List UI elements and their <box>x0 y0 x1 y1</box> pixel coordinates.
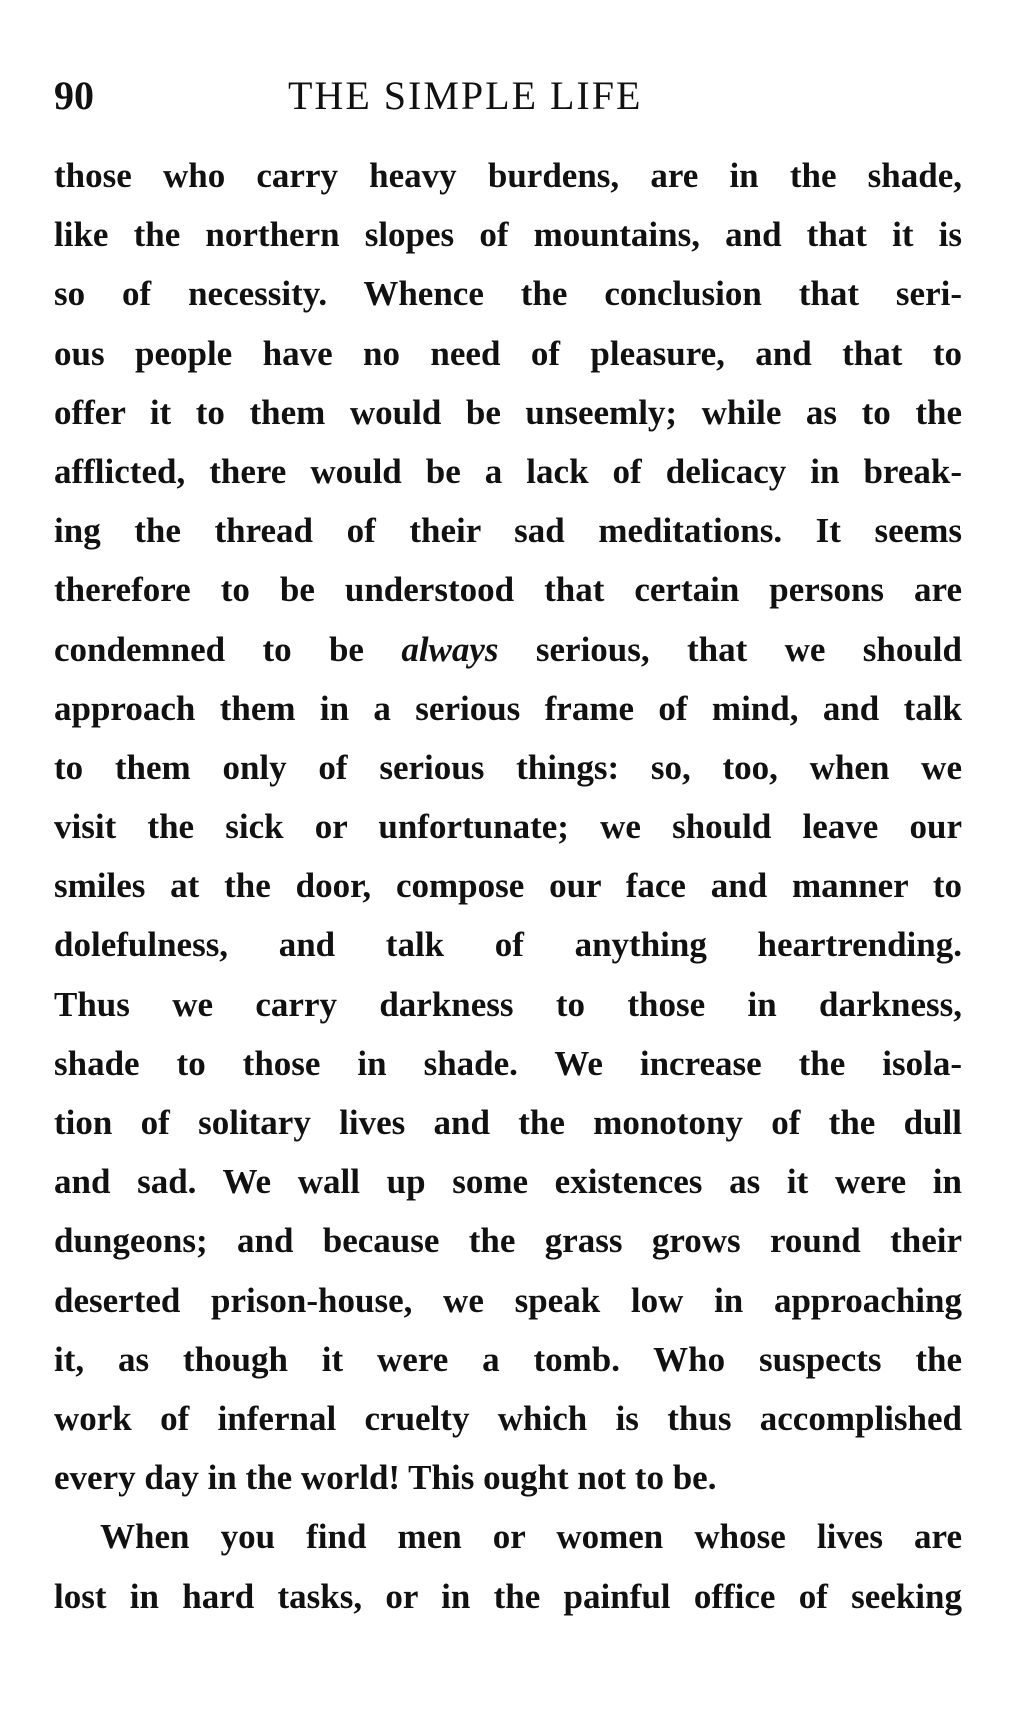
text-line: dolefulness, and talk of anything heartrending. <box>54 925 962 965</box>
text-line: offer it to them would be unseemly; while as to the <box>54 392 962 432</box>
text-line: deserted prison-house, we speak low in approaching <box>54 1280 962 1320</box>
text-line: like the northern slopes of mountains, and that it is <box>54 215 962 255</box>
text-line: dungeons; and because the grass grows round their <box>54 1221 962 1261</box>
text-line: smiles at the door, compose our face and manner to <box>54 866 962 906</box>
running-title: THE SIMPLE LIFE <box>288 73 643 118</box>
italic-word: always <box>401 629 499 669</box>
text-line: shade to those in shade. We increase the isola- <box>54 1043 962 1083</box>
text-line: to them only of serious things: so, too, when we <box>54 747 962 787</box>
text-line: work of infernal cruelty which is thus accomplished <box>54 1398 962 1438</box>
text-line: those who carry heavy burdens, are in the shade, <box>54 156 962 195</box>
text-line-with-italic <box>54 620 962 679</box>
body-text <box>54 146 962 1626</box>
text-segment: condemned to be <box>54 629 402 669</box>
page-number: 90 <box>54 73 94 118</box>
text-line: therefore to be understood that certain persons are <box>54 570 962 610</box>
text-line: tion of solitary lives and the monotony of the dull <box>54 1103 962 1142</box>
text-segment: serious, that we should <box>498 629 962 669</box>
running-head <box>54 72 962 132</box>
text-line: it, as though it were a tomb. Who suspects the <box>54 1339 962 1379</box>
text-line: visit the sick or unfortunate; we should leave our <box>54 807 962 847</box>
text-line: so of necessity. Whence the conclusion that seri- <box>54 274 962 314</box>
text-line: lost in hard tasks, or in the painful office of seeking <box>54 1576 962 1616</box>
text-line-paragraph-start: When you find men or women whose lives are <box>100 1517 962 1557</box>
text-line: ing the thread of their sad meditations. It seems <box>54 511 962 551</box>
text-line-paragraph-end: every day in the world! This ought not to be. <box>54 1458 717 1498</box>
text-line: Thus we carry darkness to those in darkness, <box>54 984 962 1024</box>
text-line: ous people have no need of pleasure, and that to <box>54 333 962 373</box>
text-line: afflicted, there would be a lack of delicacy in break- <box>54 451 962 491</box>
text-line: and sad. We wall up some existences as it were in <box>54 1162 962 1202</box>
text-line: approach them in a serious frame of mind, and talk <box>54 688 962 728</box>
